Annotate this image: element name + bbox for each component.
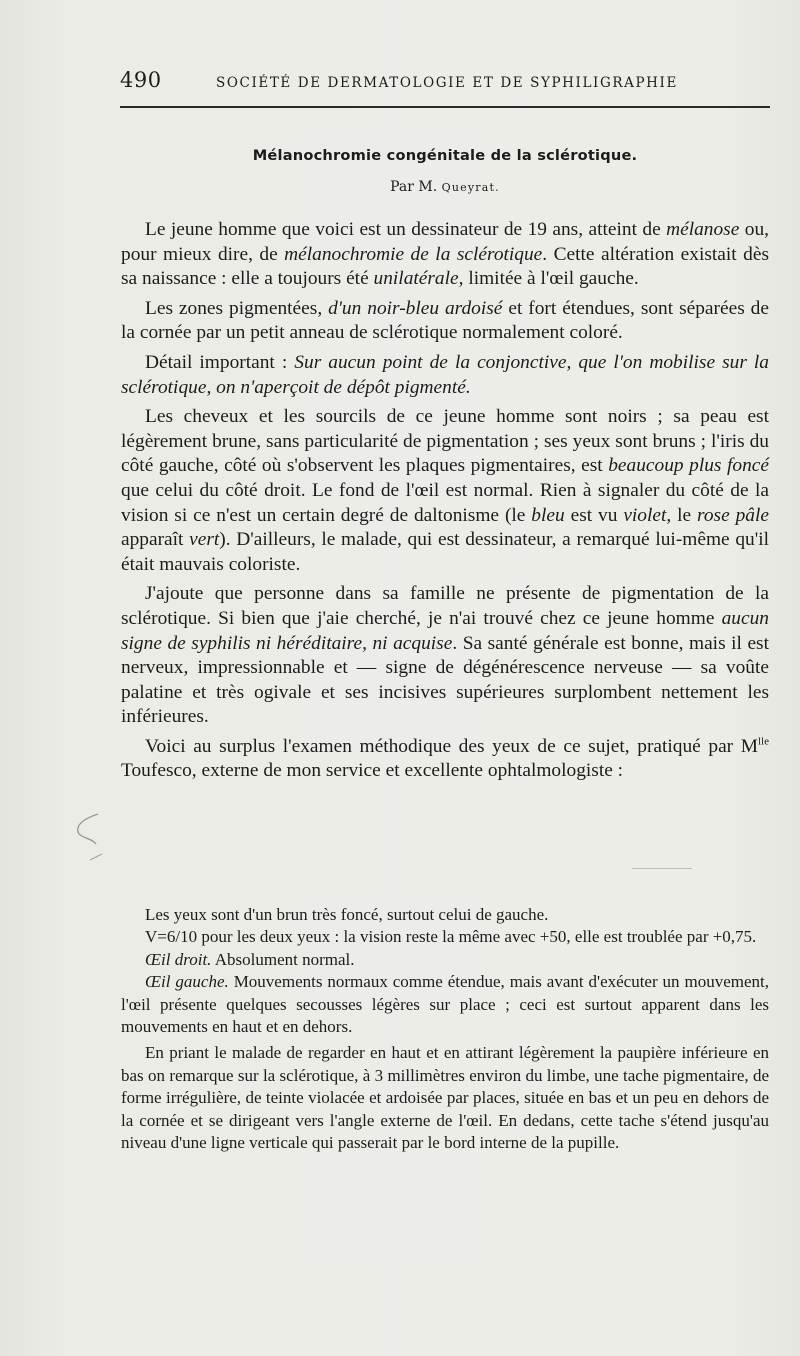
italic-run: beaucoup plus foncé [608, 455, 769, 477]
text-run: , limitée à l'œil gauche. [458, 268, 639, 290]
exam-line-1: Les yeux sont d'un brun très foncé, surtout celui de gauche. [145, 905, 549, 924]
italic-run: violet [623, 504, 667, 526]
text-run: . Cette altération existait dès sa naissance : elle a toujours été [121, 243, 769, 290]
text-run: ou, pour mieux dire, de [121, 219, 769, 265]
paragraph-4 [121, 405, 769, 577]
text-run: Détail important : [145, 351, 295, 373]
text-run: et fort étendues, sont séparées de la cornée par un petit anneau de sclérotique normalement coloré. [121, 297, 769, 344]
italic-run: mélanochromie de la sclérotique [284, 243, 543, 265]
italic-run: Œil gauche. [145, 972, 229, 992]
text-run: Toufesco, externe de mon service et excellente ophtalmologiste : [121, 760, 624, 782]
byline-prefix: Par M. [390, 179, 438, 195]
italic-run: d'un noir-bleu ardoisé [328, 297, 503, 319]
paragraph-5 [121, 582, 769, 730]
pencil-mark-icon [66, 808, 106, 868]
text-run: Le jeune homme que voici est un dessinateur de 19 ans, atteint de [145, 219, 667, 240]
text-run: apparaît [121, 529, 190, 551]
faint-pencil-line [632, 868, 692, 869]
italic-run: bleu [531, 504, 565, 526]
article-body [121, 218, 769, 789]
italic-run: rose pâle [697, 504, 769, 526]
italic-run: unilatérale [373, 268, 459, 290]
exam-line-5: En priant le malade de regarder en haut et en attirant légèrement la paupière inférieure en bas on remarque sur la sclérotique, à 3 millimètres environ du limbe, une tache pigmentaire, de forme irrégulière, de teinte violacée et ardoisée par places, située en bas et un peu en dehors de la cornée et se dirigeant vers l'angle externe de l'œil. En dedans, cette tache s'étend jusqu'au niveau d'une ligne verticale qui passerait par le bord interne de la pupille. [121, 1043, 769, 1153]
journal-title: SOCIÉTÉ DE DERMATOLOGIE ET DE SYPHILIGRAPHIE [216, 75, 678, 91]
exam-line-2: V=6/10 pour les deux yeux : la vision reste la même avec +50, elle est troublée par +0,75. [145, 927, 757, 947]
eye-examination [121, 904, 769, 1154]
superscript: lle [758, 735, 769, 748]
text-run: est vu [564, 504, 624, 526]
text-run: Absolument normal. [211, 949, 355, 969]
page-number: 490 [120, 68, 162, 92]
italic-run: Sur aucun point de la conjonctive, que l'on mobilise sur la sclérotique, on n'aperçoit de dépôt pigmenté. [121, 351, 770, 398]
header-rule [120, 106, 770, 108]
paragraph-3 [121, 351, 769, 400]
italic-run: aucun signe de syphilis ni héréditaire, ni acquise [121, 607, 769, 654]
italic-run: vert [189, 529, 220, 551]
text-run: Voici au surplus l'examen méthodique des yeux de ce sujet, pratiqué par M [145, 735, 758, 757]
text-run: Les zones pigmentées, [145, 297, 329, 319]
italic-run: mélanose [666, 219, 740, 240]
text-run: , le [666, 504, 698, 526]
author-name: Queyrat. [441, 181, 500, 194]
article-title: Mélanochromie congénitale de la sclérotique. [252, 147, 638, 164]
text-run: . Sa santé générale est bonne, mais il est nerveux, impressionnable et — signe de dégénérescence nerveuse — sa voûte palatine et très ogivale et ses incisives supérieures surplombent nettement les inférieures. [121, 632, 769, 728]
text-run: ). D'ailleurs, le malade, qui est dessinateur, a remarqué lui-même qu'il était mauvais coloriste. [121, 529, 769, 575]
exam-right-eye [121, 949, 769, 971]
text-run: J'ajoute que personne dans sa famille ne présente de pigmentation de la sclérotique. Si bien que j'aie cherché, je n'ai trouvé chez ce jeune homme [121, 583, 769, 629]
paragraph-6 [121, 735, 769, 784]
italic-run: Œil droit. [145, 949, 212, 969]
byline [0, 179, 800, 195]
paragraph-2 [121, 297, 769, 346]
exam-left-eye [121, 971, 769, 1038]
text-run: Les cheveux et les sourcils de ce jeune homme sont noirs ; sa peau est légèrement brune, sans particularité de pigmentation ; ses yeux sont bruns ; l'iris du côté gauche, côté où s'observent les plaques pigmentaires, est [121, 406, 769, 477]
paragraph-1 [121, 218, 769, 292]
text-run: que celui du côté droit. Le fond de l'œil est normal. Rien à signaler du côté de la vision si ce n'est un certain degré de daltonisme (le [121, 479, 769, 526]
running-head [120, 66, 770, 100]
text-run: Mouvements normaux comme étendue, mais avant d'exécuter un mouvement, l'œil présente quelques secousses légères sur place ; ceci est surtout apparent dans les mouvements en haut et en dehors. [121, 972, 769, 1037]
